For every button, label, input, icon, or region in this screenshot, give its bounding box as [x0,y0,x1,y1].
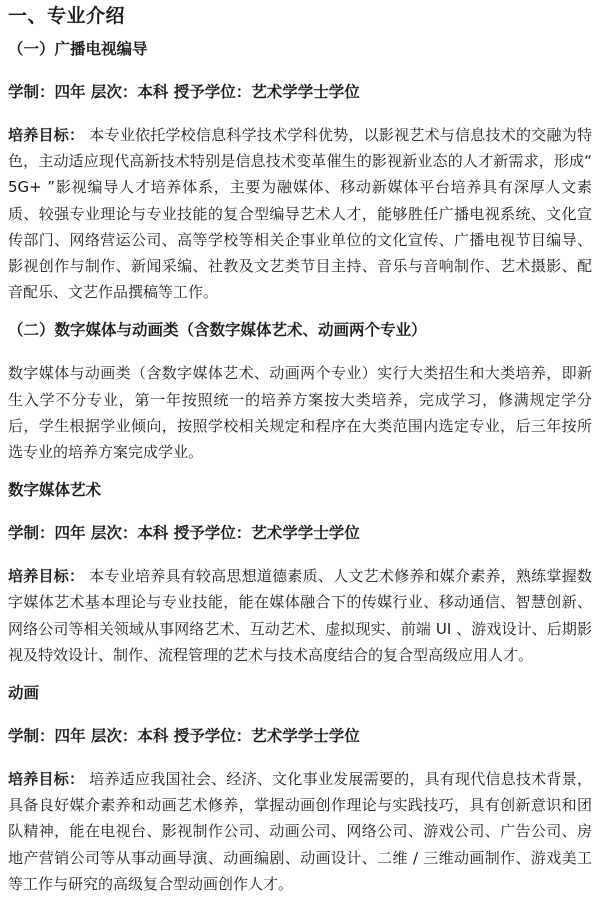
broadcast-heading: （一）广播电视编导 [8,40,148,58]
digital-media-art-heading: 数字媒体艺术 [8,481,102,500]
broadcast-meta: 学制：四年 层次：本科 授予学位：艺术学学士学位 [8,83,360,101]
broadcast-goal-label: 培养目标： [8,126,85,144]
broadcast-goal [8,122,592,305]
digital-media-art-meta: 学制：四年 层次：本科 授予学位：艺术学学士学位 [8,524,360,543]
digital-media-class-heading: （二）数字媒体与动画类（含数字媒体艺术、动画两个专业） [8,321,427,340]
digital-media-art-goal [8,563,592,668]
broadcast-goal-text: 本专业依托学校信息科学技术学科优势，以影视艺术与信息技术的交融为特色，主动适应现代高新技术特别是信息技术变革催生的影视新业态的人才新需求，形成“ 5G+ ”影视编导人才培养体系，主要为融媒体、移动新媒体平台培养具有深厚人文素质、较强专业理论与专业技能的复合型编导艺术人才，能够胜任广播电视系统、文化宣传部门、网络营运公司、高等学校等相关企事业单位的文化宣传、广播电视节目编导、影视创作与制作、新闻采编、社教及文艺类节目主持、音乐与音响制作、艺术摄影、配音配乐、文艺作品撰稿等工作。 [8,126,592,302]
animation-goal-text: 培养适应我国社会、经济、文化事业发展需要的，具有现代信息技术背景，具备良好媒介素养和动画艺术修养，掌握动画创作理论与实践技巧，具有创新意识和团队精神，能在电视台、影视制作公司、动画公司、网络公司、游戏公司、广告公司、房地产营销公司等从事动画导演、动画编剧、动画设计、二维 / 三维动画制作、游戏美工等工作与研究的高级复合型动画创作人才。 [8,770,592,893]
animation-heading: 动画 [8,684,40,703]
animation-meta: 学制：四年 层次：本科 授予学位：艺术学学士学位 [8,727,360,746]
animation-goal-label: 培养目标： [8,770,85,789]
digital-media-art-goal-label: 培养目标： [8,567,85,586]
digital-media-art-goal-text: 本专业培养具有较高思想道德素质、人文艺术修养和媒介素养，熟练掌握数字媒体艺术基本理论与专业技能，能在媒体融合下的传媒行业、移动通信、智慧创新、网络公司等相关领域从事网络艺术、互动艺术、虚拟现实、前端 UI 、游戏设计、后期影视及特效设计、制作、流程管理的艺术与技术高度结合的复合型高级应用人才。 [8,567,592,664]
section-title: 一、专业介绍 [8,5,126,27]
animation-goal [8,766,592,897]
digital-media-class-intro: 数字媒体与动画类（含数字媒体艺术、动画两个专业）实行大类招生和大类培养，即新生入学不分专业，第一年按照统一的培养方案按大类培养，完成学习，修满规定学分后，学生根据学业倾向，按照学校相关规定和程序在大类范围内选定专业，后三年按所选专业的培养方案完成学业。 [8,364,592,462]
